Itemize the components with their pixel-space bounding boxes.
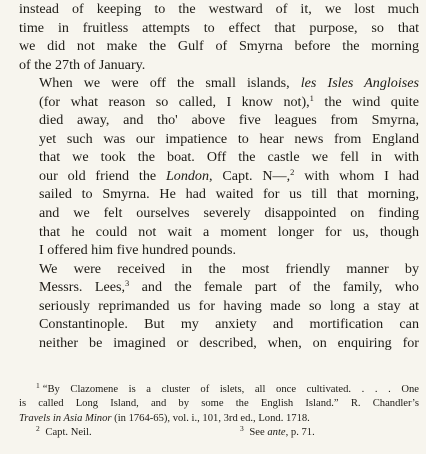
footnote-book-title: Travels in Asia Minor (19, 412, 112, 424)
footnote-text: See (246, 427, 268, 439)
text-segment: When we were off the small islands, (39, 75, 301, 92)
text-line (19, 167, 419, 186)
footnote-1-line-1 (19, 383, 419, 397)
text-segment: and the female part of the family, who (129, 279, 419, 296)
footnote-text: “By Clazomene is a cluster of islets, all once cultivated. . . . One (42, 384, 419, 395)
text-line: instead of keeping to the westward of it, we lost much (19, 1, 419, 17)
footnote-3 (240, 426, 315, 440)
footnote-italic: ante (267, 427, 286, 439)
text-segment: Messrs. Lees, (39, 279, 125, 296)
paragraph-islands (19, 74, 419, 259)
text-line: that we took the boat. Off the castle we fell in with (39, 149, 419, 166)
footnote-text: (in 1764-65), vol. i., 101, 3rd ed., Lond. 1718. (111, 412, 310, 424)
text-line (19, 74, 419, 93)
text-line (19, 93, 419, 112)
italic-place-name: les Isles Angloises (300, 75, 419, 92)
text-line: We were received in the most friendly manner by (39, 260, 419, 277)
paragraph-reception (19, 260, 419, 353)
text-segment: (for what reason so called, I know not), (39, 93, 310, 110)
text-line: and we felt ourselves severely disappointed on finding (39, 205, 419, 222)
text-line: yet such was our impatience to hear news from England (39, 130, 419, 147)
footnote-ref-3[interactable]: 3 (125, 278, 130, 289)
footnotes (19, 383, 419, 441)
text-segment: our old friend the (39, 167, 166, 184)
text-line: that he could not wait a moment longer for us, though (39, 223, 419, 240)
footnote-1-line-2: is called Long Island, and by some the English Island.” R. Chandler’s (19, 398, 419, 410)
footnote-1-line-3 (19, 412, 419, 426)
italic-ship-name: London (165, 167, 210, 184)
footnote-text: Capt. Neil. (42, 427, 92, 439)
footnote-ref-1[interactable]: 1 (309, 92, 314, 103)
text-line: I offered him five hundred pounds. (39, 242, 237, 259)
footnote-text: , p. 71. (285, 427, 315, 439)
footnote-2 (19, 426, 240, 440)
footnote-ref-2[interactable]: 2 (290, 166, 295, 177)
text-line: died away, and tho' above five leagues from Smyrna, (39, 112, 419, 129)
text-line: we did not make the Gulf of Smyrna before the morning (19, 38, 419, 55)
paragraph-continuation (19, 0, 419, 74)
text-line (19, 278, 419, 297)
text-line: neither be imagined or described, when, on enquiring for (39, 334, 419, 351)
text-segment: with whom I had (294, 167, 419, 184)
text-line: sailed to Smyrna. He had waited for us till that morning, (39, 186, 419, 203)
text-line: seriously reprimanded us for having made so long a stay at (39, 297, 419, 314)
footnote-number: 1 (36, 381, 40, 390)
text-line: Constantinople. But my anxiety and mortification can (39, 316, 419, 333)
footnote-number: 3 (240, 424, 244, 434)
text-segment: the wind quite (313, 93, 419, 110)
footnote-number: 2 (36, 424, 40, 434)
text-line: time in fruitless attempts to effect that purpose, so that (19, 19, 419, 36)
footnote-row-2-3 (19, 426, 419, 440)
text-segment: , Capt. N—, (209, 167, 291, 184)
body-text (19, 0, 419, 352)
text-line: of the 27th of January. (19, 56, 146, 73)
